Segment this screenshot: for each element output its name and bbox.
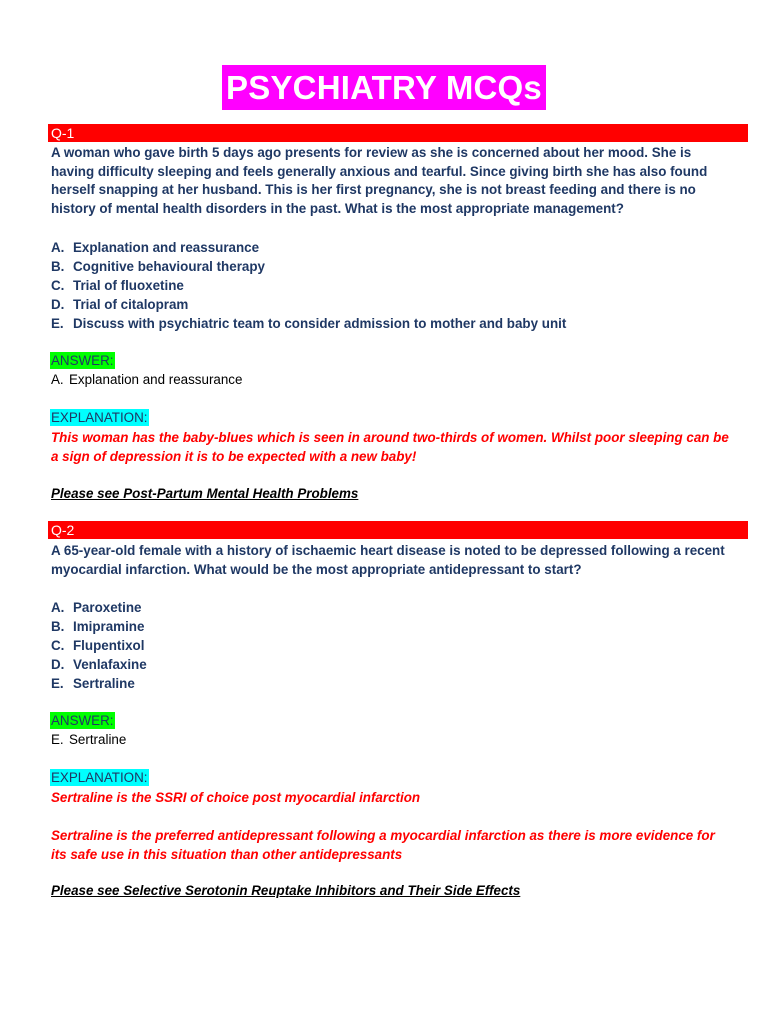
explanation-text: Sertraline is the preferred antidepressant following a myocardial infarction as there is more evidence for its safe use in this situation than other antidepressants bbox=[51, 828, 715, 862]
question-2-options bbox=[51, 598, 147, 693]
question-1-header: Q-1 bbox=[48, 124, 748, 142]
question-2-stem: A 65-year-old female with a history of ischaemic heart disease is noted to be depressed following a recent myocardial infarction. What would be the most appropriate antidepressant to start? bbox=[51, 543, 725, 577]
title-container bbox=[0, 65, 768, 110]
option-e: E. Sertraline bbox=[51, 676, 135, 691]
answer-label: ANSWER: bbox=[51, 713, 114, 728]
option-e: E. Discuss with psychiatric team to consider admission to mother and baby unit bbox=[51, 316, 567, 331]
question-1-stem: A woman who gave birth 5 days ago presents for review as she is concerned about her mood. She is having difficulty sleeping and feels generally anxious and tearful. Since giving birth she has also found herself snapping at her husband. This is her first pregnancy, she is not breast feeding and there is no history of mental health disorders in the past. What is the most appropriate management? bbox=[51, 145, 708, 217]
option-d: D. Trial of citalopram bbox=[51, 297, 189, 312]
answer-value: E. Sertraline bbox=[51, 732, 127, 747]
see-also-link[interactable]: Please see Selective Serotonin Reuptake Inhibitors and Their Side Effects bbox=[51, 883, 521, 898]
option-d: D. Venlafaxine bbox=[51, 657, 147, 672]
question-2-header: Q-2 bbox=[48, 521, 748, 539]
question-1-options bbox=[51, 238, 566, 333]
explanation-label: EXPLANATION: bbox=[51, 410, 148, 425]
answer-label: ANSWER: bbox=[51, 353, 114, 368]
explanation-text: This woman has the baby-blues which is seen in around two-thirds of women. Whilst poor sleeping can be a sign of depression it is to be expected with a new baby! bbox=[51, 430, 729, 464]
see-also-link[interactable]: Please see Post-Partum Mental Health Problems bbox=[51, 486, 359, 501]
option-c: C. Flupentixol bbox=[51, 638, 145, 653]
option-c: C. Trial of fluoxetine bbox=[51, 278, 184, 293]
option-b: B. Cognitive behavioural therapy bbox=[51, 259, 265, 274]
option-a: A. Paroxetine bbox=[51, 600, 142, 615]
explanation-text: Sertraline is the SSRI of choice post myocardial infarction bbox=[51, 790, 421, 805]
page-title: PSYCHIATRY MCQs bbox=[222, 65, 546, 110]
answer-value: A. Explanation and reassurance bbox=[51, 372, 243, 387]
option-a: A. Explanation and reassurance bbox=[51, 240, 260, 255]
explanation-label: EXPLANATION: bbox=[51, 770, 148, 785]
option-b: B. Imipramine bbox=[51, 619, 145, 634]
